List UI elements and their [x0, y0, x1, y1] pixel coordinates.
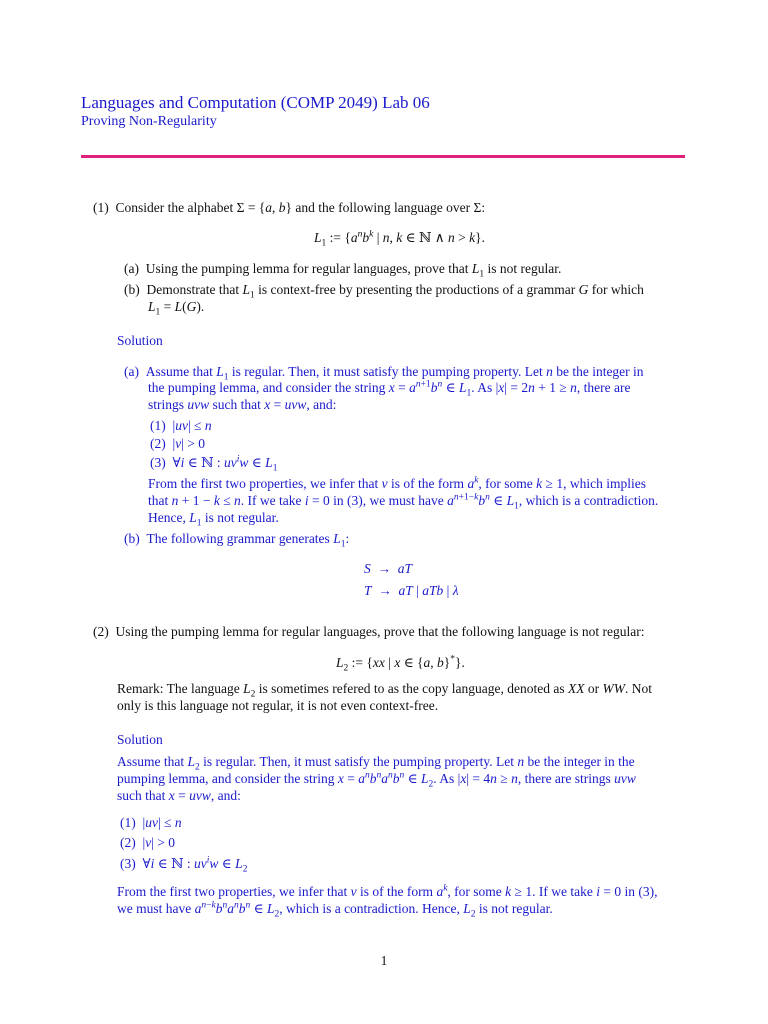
- q1-part-b: (b) Demonstrate that $L_1$ is context-free by presenting the productions of a grammar G for which: [124, 282, 644, 301]
- page-subtitle: Proving Non-Regularity: [81, 114, 217, 129]
- q2-sol-line2: pumping lemma, and consider the string $x = a^nb^na^nb^n$ ∈ $L_2$. As |x| = 4n ≥ n, there are strings uvw: [117, 770, 636, 790]
- q1-sol-b: (b) The following grammar generates $L_1$:: [124, 531, 350, 550]
- page-number: 1: [380, 953, 388, 968]
- q1-sol-a-line1: (a) Assume that $L_1$ is regular. Then, it must satisfy the pumping property. Let n be the integer in: [124, 364, 644, 383]
- q2-condition-3: (3) ∀i ∈ ℕ : $uv^iw$ ∈ $L_2$: [120, 855, 248, 875]
- grammar-rule-s: S → aT: [364, 561, 413, 576]
- q2-remark-line2: only is this language not regular, it is not even context-free.: [117, 698, 439, 713]
- grammar-rule-t: T → aT | aTb | λ: [364, 583, 459, 598]
- q1-sol-a-line2: the pumping lemma, and consider the string $x = a^{n+1}b^n$ ∈ $L_1$. As |x| = 2n + 1 ≥ n, there are: [148, 379, 631, 399]
- q1-sol-a-para-line1: From the first two properties, we infer that v is of the form $a^k$, for some k ≥ 1, which implies: [148, 475, 646, 491]
- q1-part-b-cont: $L_1 = L(G)$.: [148, 299, 205, 318]
- q1-number: (1): [93, 200, 109, 215]
- q1-language-definition: $L_1$ := {$a^nb^k$ | n, k ∈ ℕ ∧ n > k}.: [314, 229, 485, 249]
- q2-language-definition: $L_2$ := {xx | x ∈ {a, b}*}.: [336, 654, 465, 674]
- q2-solution-heading: Solution: [117, 732, 163, 747]
- q1-intro: (1) Consider the alphabet Σ = {a, b} and the following language over Σ:: [93, 200, 486, 215]
- header-divider: [81, 155, 685, 158]
- page-title: Languages and Computation (COMP 2049) Lab 06: [81, 93, 430, 112]
- q2-condition-1: (1) |uv| ≤ n: [120, 815, 182, 830]
- q1-part-a: (a) Using the pumping lemma for regular languages, prove that $L_1$ is not regular.: [124, 261, 562, 280]
- q2-sol-line3: such that x = uvw, and:: [117, 788, 241, 803]
- q2-sol-line1: Assume that $L_2$ is regular. Then, it must satisfy the pumping property. Let n be the integer in the: [117, 754, 635, 773]
- q2-para-line2: we must have $a^{n-k}b^na^nb^n$ ∈ $L_2$, which is a contradiction. Hence, $L_2$ is not regular.: [117, 900, 553, 920]
- q1-sol-a-para-line2: that n + 1 − k ≤ n. If we take i = 0 in (3), we must have $a^{n+1-k}b^n$ ∈ $L_1$, which is a contradiction.: [148, 492, 659, 512]
- q2-para-line1: From the first two properties, we infer that v is of the form $a^k$, for some k ≥ 1. If we take i = 0 in (3),: [117, 883, 658, 899]
- q1-condition-2: (2) |v| > 0: [150, 436, 206, 451]
- q1-sol-a-para-line3: Hence, $L_1$ is not regular.: [148, 510, 279, 529]
- q1-condition-3: (3) ∀i ∈ ℕ : $uv^iw$ ∈ $L_1$: [150, 454, 278, 474]
- q1-sol-a-line3: strings uvw such that x = uvw, and:: [148, 397, 337, 412]
- q1-condition-1: (1) |uv| ≤ n: [150, 418, 212, 433]
- q2-number: (2): [93, 624, 109, 639]
- q1-solution-heading: Solution: [117, 333, 163, 348]
- q2-condition-2: (2) |v| > 0: [120, 835, 176, 850]
- q2-remark-line1: Remark: The language $L_2$ is sometimes refered to as the copy language, denoted as XX or WW. Not: [117, 681, 653, 700]
- q2-intro: (2) Using the pumping lemma for regular languages, prove that the following language is not regular:: [93, 624, 645, 639]
